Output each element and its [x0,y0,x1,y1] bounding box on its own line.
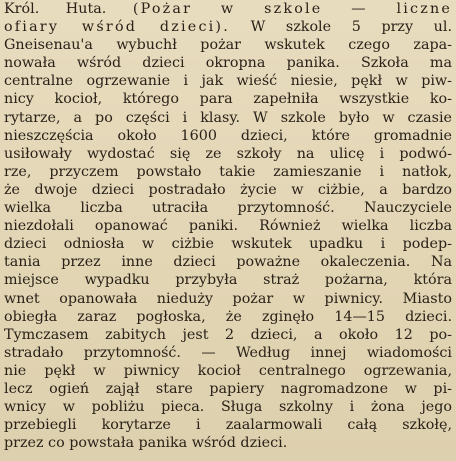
article-line: tania przez inne dzieci poważne okaleczenia. Na [4,254,452,271]
article-line: nie pękł w piwnicy kocioł centralnego ogrzewania, [4,362,452,379]
article-line: lecz ogień zajął stare papiery nagromadzone w pi- [4,380,452,397]
article-line: niezdołali opanować paniki. Również wielka liczba [4,218,452,235]
article-line: rze, przyczem powstało takie zamieszanie i natłok, [4,163,452,180]
article-line: wnet opanowała nieduży pożar w piwnicy. Miasto [4,290,452,307]
article-line: obiegła zaraz pogłoska, że zginęło 14—15 dzieci. [4,308,452,325]
article-line: usiłowały wydostać się ze szkoły na ulicę i podwó- [4,145,452,162]
article-line: Tymczasem zabitych jest 2 dzieci, a około 12 po- [4,326,452,343]
article-headline-part-1: (Pożar w szkole — liczne [132,1,453,17]
article-line: rytarze, a po części i klasy. W szkole było w czasie [4,109,452,126]
article-line: nieszczęścia około 1600 dzieci, które gromadnie [4,127,452,144]
article-line: miejsce wypadku przybyła straż pożarna, która [4,272,452,289]
article-line-last: przez co powstała panika wśród dzieci. [4,435,288,452]
article-line: centralne ogrzewanie i jak wieść niesie, pękł w piw- [4,73,452,90]
article-line-2 [4,18,452,36]
article-line: wnicy w pobliżu pieca. Sługa szkolny i żona jego [4,399,452,416]
article-line: stradało przytomność. — Według innej wiadomości [4,344,452,361]
article-line-1 [4,0,452,18]
article-line: nicy kocioł, którego para zapełniła wszystkie ko- [4,91,452,108]
article-line: nowała wśród dzieci okropna panika. Szkoła ma [4,55,452,72]
article-line: Gneisenau'a wybuchł pożar wskutek czego zapa- [4,37,452,54]
article-line: że dwoje dzieci postradało życie w ciżbie, a bardzo [4,181,452,198]
article-text [4,0,452,452]
article-line-2-rest: W szkole 5 przy ul. [250,19,452,36]
article-line: przebiegli korytarze i zaalarmowali całą szkołę, [4,417,452,434]
article-headline-part-2: ofiary wśród dzieci). [4,19,230,36]
article-line: dzieci odniosła w ciżbie wskutek upadku i podep- [4,236,452,253]
article-line: wielka liczba utraciła przytomność. Nauczyciele [4,200,452,217]
article-place: Król. Huta. [4,1,107,17]
